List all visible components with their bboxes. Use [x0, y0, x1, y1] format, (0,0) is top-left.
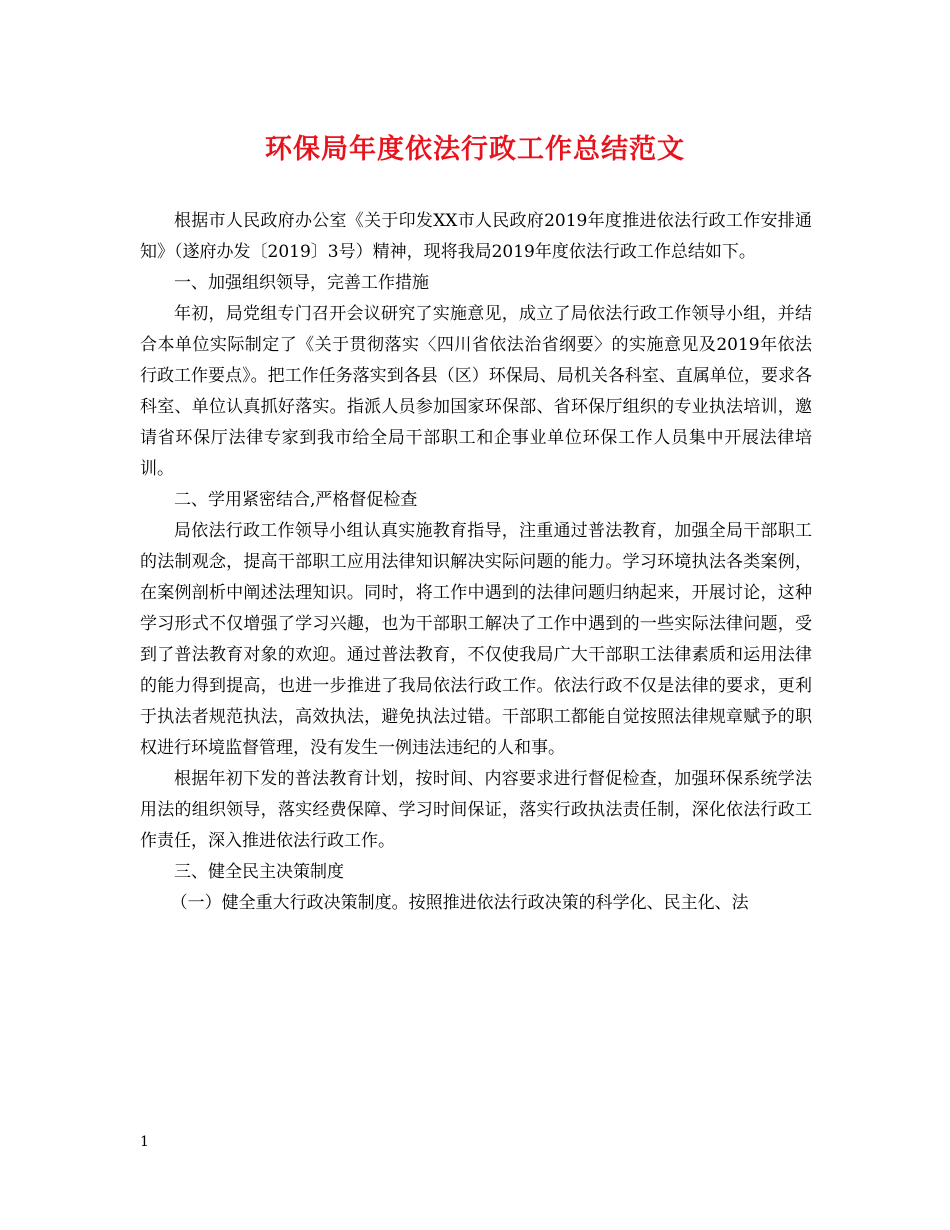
section-heading-1: 一、加强组织领导，完善工作措施 [174, 273, 429, 293]
paragraph-section-2a: 局依法行政工作领导小组认真实施教育指导，注重通过普法教育，加强全局干部职工的法制观念，提高干部职工应用法律知识解决实际问题的能力。学习环境执法各类案例，在案例剖析中阐述法理知识。同时，将工作中遇到的法律问题归纳起来，开展讨论，这种学习形式不仅增强了学习兴趣，也为干部职工解决了工作中遇到的一些实际法律问题，受到了普法教育对象的欢迎。通过普法教育，不仅使我局广大干部职工法律素质和运用法律的能力得到提高，也进一步推进了我局依法行政工作。依法行政不仅是法律的要求，更利于执法者规范执法，高效执法，避免执法过错。干部职工都能自觉按照法律规章赋予的职权进行环境监督管理，没有发生一例违法违纪的人和事。 [140, 521, 812, 758]
page-number: 1 [140, 1134, 149, 1150]
paragraph-intro: 根据市人民政府办公室《关于印发XX市人民政府2019年度推进依法行政工作安排通知》（遂府办发〔2019〕3号）精神，现将我局2019年度依法行政工作总结如下。 [140, 211, 812, 262]
section-heading-3: 三、健全民主决策制度 [174, 862, 344, 882]
paragraph-section-2b: 根据年初下发的普法教育计划，按时间、内容要求进行督促检查，加强环保系统学法用法的组织领导，落实经费保障、学习时间保证，落实行政执法责任制，深化依法行政工作责任，深入推进依法行政工作。 [140, 769, 812, 851]
section-heading-2: 二、学用紧密结合,严格督促检查 [174, 490, 418, 510]
document-body [140, 206, 812, 919]
document-title: 环保局年度依法行政工作总结范文 [265, 134, 685, 165]
paragraph-section-3a: （一）健全重大行政决策制度。按照推进依法行政决策的科学化、民主化、法 [170, 893, 749, 913]
paragraph-section-1: 年初，局党组专门召开会议研究了实施意见，成立了局依法行政工作领导小组，并结合本单位实际制定了《关于贯彻落实〈四川省依法治省纲要〉的实施意见及2019年依法行政工作要点》。把工作任务落实到各县（区）环保局、局机关各科室、直属单位，要求各科室、单位认真抓好落实。指派人员参加国家环保部、省环保厅组织的专业执法培训，邀请省环保厅法律专家到我市给全局干部职工和企事业单位环保工作人员集中开展法律培训。 [140, 304, 812, 479]
